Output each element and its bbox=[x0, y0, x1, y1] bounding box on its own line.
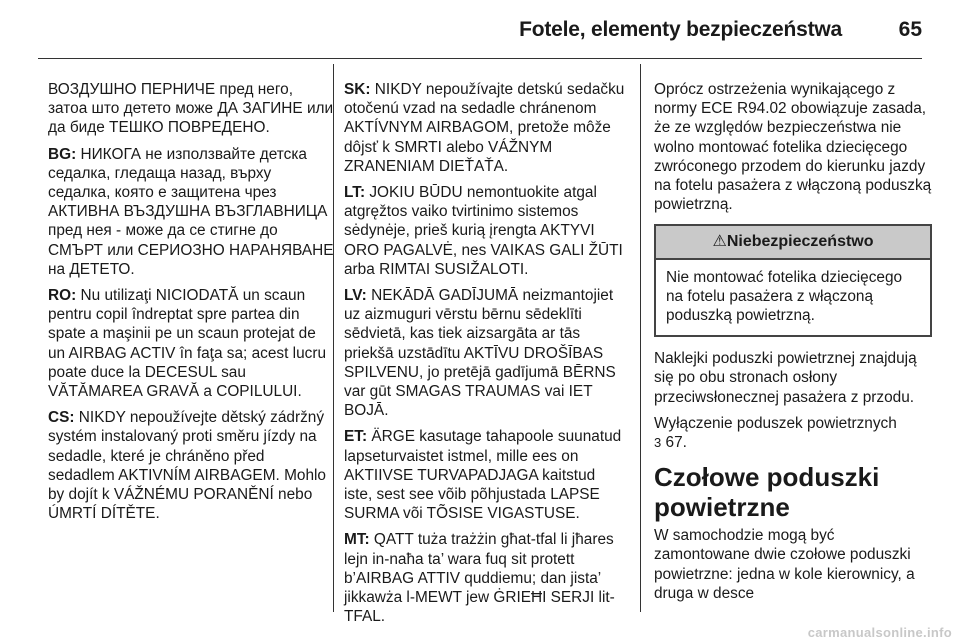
warning-triangle-icon: ⚠ bbox=[712, 233, 727, 251]
language-code: LV: bbox=[344, 287, 367, 305]
language-code: BG: bbox=[48, 145, 77, 163]
language-code: RO: bbox=[48, 287, 77, 305]
warning-text: ÄRGE kasutage tahapoole suunatud lapseturvaistet istmel, mille ees on AKTIIVSE TURVAPADJAGA kaitstud iste, sest see võib põhjustada LAPSE SURMA või TÕSISE VIGASTUSE. bbox=[344, 428, 622, 523]
sk-warning bbox=[344, 80, 626, 176]
warning-text: JOKIU BŪDU nemontuokite atgal atgręžtos vaiko tvirtinimo sistemos sėdynėje, prieš kurią įrengta AKTYVI ORO PAGALVĖ, nes VAIKAS GALI ŽŪTI arba RIMTAI SUSIŽALOTI. bbox=[344, 184, 623, 278]
lt-warning bbox=[344, 183, 626, 279]
page-title: Fotele, elementy bezpieczeństwa bbox=[519, 18, 842, 41]
et-warning bbox=[344, 427, 626, 523]
ro-warning bbox=[48, 286, 334, 401]
body-paragraph: Oprócz ostrzeżenia wynikającego z normy ECE R94.02 obowiązuje zasada, że ze względów bezpieczeństwa nie wolno montować fotelika dziecięcego zwróconego przodem do kierunku jazdy na fotelu pasażera z włączoną poduszką powietrzną. bbox=[654, 81, 932, 214]
body-paragraph: Naklejki poduszki powietrznej znajdują się po obu stronach osłony przeciwsłonecznej pasażera z przodu. bbox=[654, 350, 917, 406]
lv-warning bbox=[344, 286, 626, 420]
cross-reference bbox=[654, 414, 932, 452]
language-code: LT: bbox=[344, 184, 366, 202]
page-number: 65 bbox=[898, 18, 922, 41]
language-code: MT: bbox=[344, 531, 370, 549]
danger-box-text: Nie montować fotelika dziecięcego na fotelu pasażera z włączoną poduszką powietrzną. bbox=[666, 268, 903, 325]
bg-warning bbox=[48, 145, 334, 279]
mk-warning-continued: ВОЗДУШНО ПЕРНИЧЕ пред него, затоа што детето може ДА ЗАГИНЕ или да биде ТЕШКО ПОВРЕДЕНО. bbox=[48, 81, 334, 137]
page-header bbox=[0, 0, 960, 58]
body-paragraph: W samochodzie mogą być zamontowane dwie czołowe poduszki powietrzne: jedna w kole kierownicy, a druga w desce bbox=[654, 527, 915, 602]
xref-label: Wyłączenie poduszek powietrznych bbox=[654, 414, 897, 432]
column-1 bbox=[48, 80, 334, 530]
language-code: ET: bbox=[344, 428, 368, 446]
warning-text: NEKĀDĀ GADĪJUMĀ neizmantojiet uz aizmuguri vērstu bērnu sēdeklīti sēdvietā, kas tiek aizsargāta ar tās priekšā uzstādītu AKTĪVU DROŠĪBAS SPILVENU, jo pretējā gadījumā BĒRNS var gūt SMAGAS TRAUMAS vai IET BOJĀ. bbox=[344, 287, 616, 420]
mt-warning bbox=[344, 530, 626, 626]
warning-text: НИКОГА не използвайте детска седалка, гледаща назад, върху седалка, която е защитена чрез АКТИВНА ВЪЗДУШНА ВЪЗГЛАВНИЦА пред нея - може да се стигне до СМЪРТ или СЕРИОЗНО НАРАНЯВАНЕ на ДЕТЕТО. bbox=[48, 145, 334, 278]
column-3 bbox=[654, 80, 932, 610]
header-divider bbox=[38, 58, 922, 59]
cs-warning bbox=[48, 408, 334, 523]
warning-text: NIKDY nepoužívajte detskú sedačku otočenú vzad na sedadle chránenom AKTÍVNYM AIRBAGOM, pretože môže dôjsť k SMRTI alebo VÁŽNYM ZRANENIAM DIEŤAŤA. bbox=[344, 81, 625, 175]
section-heading: Czołowe poduszki powietrzne bbox=[654, 462, 880, 523]
column-2 bbox=[344, 80, 626, 633]
danger-box-title: Niebezpieczeństwo bbox=[726, 233, 874, 251]
language-code: CS: bbox=[48, 409, 75, 427]
danger-box-header bbox=[656, 226, 930, 259]
watermark: carmanualsonline.info bbox=[807, 625, 952, 640]
warning-text: QATT tuża trażżin għat-tfal li jħares lejn in-naħa ta’ wara fuq sit protett b’AIRBAG ATTIV quddiemu; dan jista’ jikkawża l-MEWT jew ĠRIEĦI SERJI lit-TFAL. bbox=[344, 531, 615, 626]
xref-page-link[interactable]: 67. bbox=[665, 434, 687, 452]
danger-box bbox=[654, 224, 932, 337]
arrow-reference-icon: 3 bbox=[654, 435, 662, 451]
warning-text: NIKDY nepoužívejte dětský zádržný systém instalovaný proti směru jízdy na sedadle, které je chráněno před sedadlem AKTIVNÍM AIRBAGEM. Mohlo by dojít k VÁŽNÉMU PORANĚNÍ nebo ÚMRTÍ DÍTĚTE. bbox=[48, 409, 326, 523]
warning-text: Nu utilizaţi NICIODATĂ un scaun pentru copil îndreptat spre partea din spate a maşinii pe un scaun protejat de un AIRBAG ACTIV în faţa sa; acest lucru poate duce la DECESUL sau VĂTĂMAREA GRAVĂ a COPILULUI. bbox=[48, 287, 327, 401]
language-code: SK: bbox=[344, 81, 371, 98]
column-divider-2 bbox=[640, 64, 641, 612]
